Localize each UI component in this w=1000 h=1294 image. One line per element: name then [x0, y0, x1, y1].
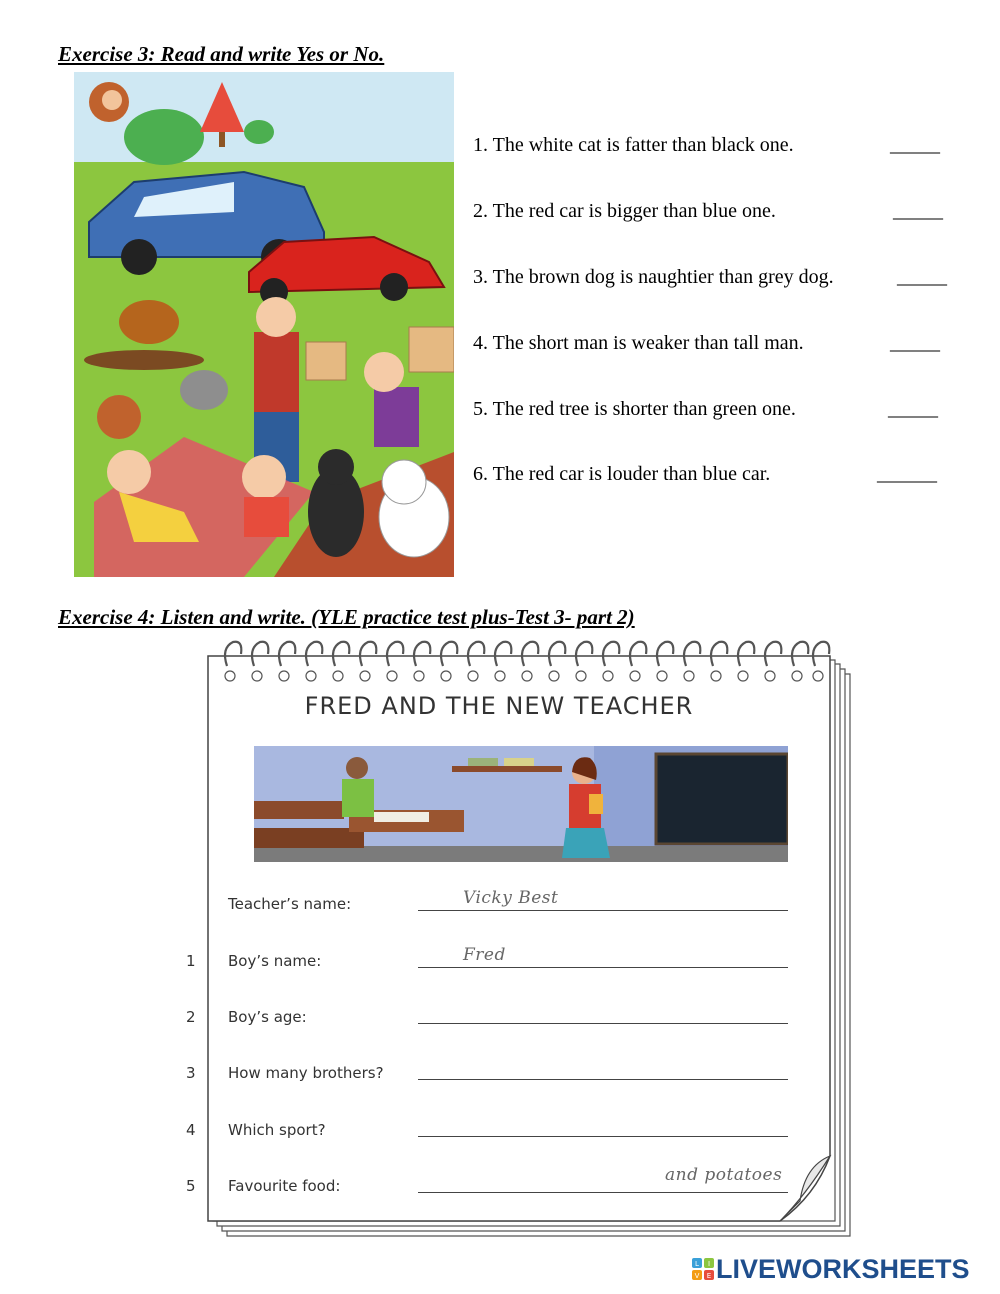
statement-4: 4. The short man is weaker than tall man.	[473, 332, 804, 354]
answer-line-sport[interactable]	[418, 1136, 788, 1137]
white-cat-head	[382, 460, 426, 504]
monkey	[97, 395, 141, 439]
svg-text:L: L	[695, 1260, 699, 1268]
park-picnic-picture	[74, 72, 454, 577]
answer-blank-3[interactable]: _____	[897, 266, 947, 288]
exercise-3-heading: Exercise 3: Read and write Yes or No.	[58, 42, 385, 66]
form-label-boy-age: Boy’s age:	[228, 1008, 307, 1026]
answer-blank-4[interactable]: _____	[890, 332, 940, 354]
handwriting-boy-name: Fred	[463, 945, 506, 965]
answer-line-brothers[interactable]	[418, 1079, 788, 1080]
blackboard	[656, 754, 788, 844]
books	[468, 758, 498, 766]
brown-dog	[119, 300, 179, 344]
boy-head	[346, 757, 368, 779]
back-desk	[254, 801, 344, 819]
spiral-notebook	[205, 636, 860, 1256]
box	[409, 327, 454, 372]
boy-shirt	[342, 779, 374, 817]
answer-blank-1[interactable]: _____	[890, 134, 940, 156]
front-desk	[254, 828, 364, 848]
black-cat-head	[318, 449, 354, 485]
statement-1: 1. The white cat is fatter than black one.	[473, 134, 794, 156]
tall-man-head	[256, 297, 296, 337]
statement-2: 2. The red car is bigger than blue one.	[473, 200, 776, 222]
notebook-title: FRED AND THE NEW TEACHER	[304, 692, 694, 720]
form-label-sport: Which sport?	[228, 1121, 326, 1139]
paper	[374, 812, 429, 822]
form-number-2: 2	[186, 1008, 196, 1026]
form-label-favourite-food: Favourite food:	[228, 1177, 341, 1195]
form-label-boy-name: Boy’s name:	[228, 952, 322, 970]
answer-line-boy-age[interactable]	[418, 1023, 788, 1024]
books	[504, 758, 534, 766]
svg-text:E: E	[706, 1272, 712, 1280]
mud	[84, 350, 204, 370]
tall-man-body	[254, 332, 299, 412]
svg-text:I: I	[707, 1260, 711, 1268]
boy-shirt	[244, 497, 289, 537]
logo-badge-icon	[692, 1258, 714, 1280]
statement-3: 3. The brown dog is naughtier than grey dog.	[473, 266, 834, 288]
girl	[107, 450, 151, 494]
shelf	[452, 766, 562, 772]
form-label-teacher-name: Teacher’s name:	[228, 895, 352, 913]
logo-text: LIVEWORKSHEETS	[716, 1254, 970, 1284]
floor	[254, 846, 788, 862]
form-label-brothers: How many brothers?	[228, 1064, 384, 1082]
bush	[244, 120, 274, 144]
answer-line-favourite-food[interactable]	[418, 1192, 788, 1193]
blue-car-wheel	[121, 239, 157, 275]
handwriting-favourite-food: and potatoes	[665, 1165, 783, 1185]
answer-blank-6[interactable]: ______	[877, 463, 937, 485]
svg-text:V: V	[694, 1272, 700, 1280]
form-number-4: 4	[186, 1121, 196, 1139]
statement-6: 6. The red car is louder than blue car.	[473, 463, 771, 485]
red-tree-trunk	[219, 132, 225, 147]
bush	[124, 109, 204, 165]
red-car-wheel	[380, 273, 408, 301]
short-man-head	[364, 352, 404, 392]
box	[306, 342, 346, 380]
handwriting-teacher-name: Vicky Best	[463, 888, 559, 908]
grey-dog	[180, 370, 228, 410]
short-man-body	[374, 387, 419, 447]
answer-line-teacher-name[interactable]	[418, 910, 788, 911]
classroom-picture	[254, 746, 788, 862]
boy	[242, 455, 286, 499]
exercise-4-heading: Exercise 4: Listen and write. (YLE practice test plus-Test 3- part 2)	[58, 605, 635, 629]
teacher-skirt	[562, 828, 610, 858]
answer-blank-5[interactable]: _____	[888, 398, 938, 420]
monkey-face	[102, 90, 122, 110]
form-number-1: 1	[186, 952, 196, 970]
liveworksheets-logo	[692, 1254, 992, 1284]
form-number-5: 5	[186, 1177, 196, 1195]
statement-5: 5. The red tree is shorter than green one.	[473, 398, 796, 420]
form-number-3: 3	[186, 1064, 196, 1082]
answer-line-boy-name[interactable]	[418, 967, 788, 968]
answer-blank-2[interactable]: _____	[893, 200, 943, 222]
folder	[589, 794, 603, 814]
